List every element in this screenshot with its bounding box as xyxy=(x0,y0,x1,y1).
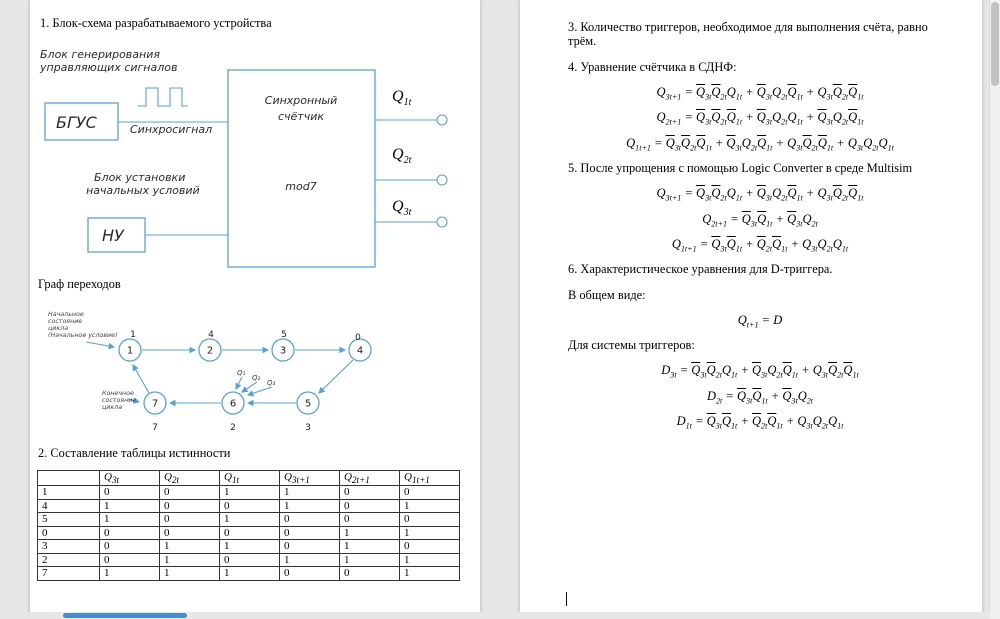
clock-signal-icon xyxy=(138,88,188,106)
truth-table-body xyxy=(38,486,460,581)
state-value-label: 4 xyxy=(208,330,214,340)
output-q3-label: $Q_{3t}$ xyxy=(392,198,412,219)
block-diagram xyxy=(30,40,480,280)
output-terminal-2 xyxy=(437,175,447,185)
equation-d1: $D_{1t} = \overline{Q}_{3t}\overline{Q}_{1t} + \overline{Q}_{2t}\overline{Q}_{1t} + Q_{3t}Q_{2t}Q_{1t}$ xyxy=(676,414,844,431)
output-terminal-3 xyxy=(437,217,447,227)
output-q1-label: $Q_{1t}$ xyxy=(392,88,412,109)
horizontal-scrollbar-thumb[interactable] xyxy=(63,613,187,618)
node-label: 3 xyxy=(279,345,287,357)
state-value-label: 7 xyxy=(152,423,158,433)
state-value-label: 1 xyxy=(130,330,136,340)
sync-signal-label: Синхросигнал xyxy=(130,123,213,136)
table-cell: 0 xyxy=(340,513,400,527)
table-cell: 0 xyxy=(100,486,160,500)
table-cell: 0 xyxy=(100,540,160,554)
table-row xyxy=(38,553,460,567)
section1-title: 1. Блок-схема разрабатываемого устройства xyxy=(40,16,272,30)
paragraph-system: Для системы триггеров: xyxy=(568,338,695,353)
graph-q3-label: Q₃ xyxy=(267,379,276,387)
table-row xyxy=(38,540,460,554)
table-cell: 0 xyxy=(280,567,340,581)
paragraph-5: 5. После упрощения с помощью Logic Converter в среде Multisim xyxy=(568,160,913,175)
graph-q2-label: Q₂ xyxy=(252,374,261,382)
table-cell: 1 xyxy=(400,499,460,513)
equation-sdnf-q1: $Q_{1t+1} = \overline{Q}_{3t}\overline{Q}_{2t}\overline{Q}_{1t} + \overline{Q}_{3t}Q_{2t}\overline{Q}_{1t} + Q_{3t}\overline{Q}_{2t}\overline{Q}_{1t} + Q_{3t}Q_{2t}Q_{1t}$ xyxy=(626,135,894,153)
table-cell: 1 xyxy=(400,553,460,567)
equation-simplified-q3: $Q_{3t+1} = \overline{Q}_{3t}\overline{Q}_{2t}Q_{1t} + \overline{Q}_{3t}Q_{2t}\overline{Q}_{1t} + Q_{3t}\overline{Q}_{2t}\overline{Q}_{1t}$ xyxy=(656,186,864,203)
table-cell: 5 xyxy=(38,513,100,527)
paragraph-3: 3. Количество триггеров, необходимое для выполнения счёта, равно трём. xyxy=(568,20,928,49)
table-row xyxy=(38,486,460,500)
table-cell: 7 xyxy=(38,567,100,581)
output-terminal-1 xyxy=(437,115,447,125)
state-value-label: 0 xyxy=(355,333,361,343)
table-cell: 0 xyxy=(340,486,400,500)
vertical-scrollbar-thumb[interactable] xyxy=(991,2,999,86)
right-page-content xyxy=(520,0,982,440)
table-cell: 4 xyxy=(38,499,100,513)
counter-label-2: счётчик xyxy=(277,110,325,123)
table-cell: 0 xyxy=(220,526,280,540)
page-left[interactable] xyxy=(30,0,480,619)
start-note: Начальное xyxy=(48,311,84,318)
table-cell: 0 xyxy=(340,499,400,513)
table-row xyxy=(38,567,460,581)
table-cell: 1 xyxy=(340,553,400,567)
node-label: 6 xyxy=(229,398,237,410)
table-cell: 1 xyxy=(160,567,220,581)
state-value-label: 5 xyxy=(281,330,287,340)
state-value-label: 3 xyxy=(305,423,311,433)
truth-table xyxy=(37,470,460,581)
table-cell: 3 xyxy=(38,540,100,554)
start-note: цикла xyxy=(48,325,69,332)
text-cursor xyxy=(566,592,567,606)
state-graph xyxy=(30,300,480,440)
equation-simplified-q2: $Q_{2t+1} = \overline{Q}_{3t}\overline{Q}_{1t} + \overline{Q}_{3t}Q_{2t}$ xyxy=(702,211,818,229)
table-cell: 0 xyxy=(400,513,460,527)
equation-d2: $D_{2t} = \overline{Q}_{3t}\overline{Q}_{1t} + \overline{Q}_{3t}Q_{2t}$ xyxy=(706,388,814,406)
node-label: 2 xyxy=(206,345,214,357)
table-cell: 1 xyxy=(38,486,100,500)
section2-title: 2. Составление таблицы истинности xyxy=(38,446,231,460)
equation-d-trigger-general: $Q_{t+1} = D$ xyxy=(737,312,783,330)
table-cell: 1 xyxy=(280,553,340,567)
table-cell: 0 xyxy=(100,526,160,540)
init-block-label-2: начальных условий xyxy=(86,184,200,197)
init-block-label: Блок установки xyxy=(94,171,186,184)
table-header-cell: $Q_{1t+1}$ xyxy=(400,471,460,486)
table-cell: 1 xyxy=(400,526,460,540)
counter-mod-label: mod7 xyxy=(285,180,317,193)
table-cell: 0 xyxy=(160,513,220,527)
equation-d3: $D_{3t} = \overline{Q}_{3t}\overline{Q}_{2t}Q_{1t} + \overline{Q}_{3t}Q_{2t}\overline{Q}_{1t} + Q_{3t}\overline{Q}_{2t}\overline{Q}_{1t}$ xyxy=(661,363,859,380)
table-cell: 1 xyxy=(220,540,280,554)
table-cell: 1 xyxy=(220,513,280,527)
output-q2-label: $Q_{2t}$ xyxy=(392,146,412,167)
node-label: 4 xyxy=(356,345,364,357)
table-cell: 1 xyxy=(340,540,400,554)
table-cell: 0 xyxy=(160,486,220,500)
nu-label: НУ xyxy=(102,226,124,245)
table-cell: 0 xyxy=(220,499,280,513)
equation-sdnf-q2: $Q_{2t+1} = \overline{Q}_{3t}\overline{Q}_{2t}\overline{Q}_{1t} + \overline{Q}_{3t}Q_{2t}Q_{1t} + \overline{Q}_{3t}Q_{2t}\overline{Q}_{1t}$ xyxy=(656,110,864,127)
table-header-cell: $Q_{3t}$ xyxy=(100,471,160,486)
table-cell: 1 xyxy=(220,486,280,500)
end-note: Конечное xyxy=(102,390,134,397)
table-cell: 2 xyxy=(38,553,100,567)
equation-sdnf-q3: $Q_{3t+1} = \overline{Q}_{3t}\overline{Q}_{2t}Q_{1t} + \overline{Q}_{3t}Q_{2t}\overline{Q}_{1t} + Q_{3t}\overline{Q}_{2t}\overline{Q}_{1t}$ xyxy=(656,84,864,102)
table-cell: 1 xyxy=(100,513,160,527)
table-header-cell: $Q_{2t}$ xyxy=(160,471,220,486)
table-cell: 1 xyxy=(160,540,220,554)
graph-q1-label: Q₁ xyxy=(237,369,246,377)
table-row xyxy=(38,526,460,540)
table-cell: 0 xyxy=(38,526,100,540)
horizontal-scrollbar[interactable] xyxy=(0,612,990,619)
node-label: 1 xyxy=(126,345,134,357)
truth-table-head-row xyxy=(38,471,460,486)
equation-simplified-q1: $Q_{1t+1} = \overline{Q}_{3t}\overline{Q}_{1t} + \overline{Q}_{2t}\overline{Q}_{1t} + Q_{3t}Q_{2t}Q_{1t}$ xyxy=(671,236,849,254)
page-right[interactable] xyxy=(520,0,982,619)
table-header-cell xyxy=(38,471,100,486)
table-cell: 1 xyxy=(100,499,160,513)
table-row xyxy=(38,513,460,527)
node-label: 5 xyxy=(304,398,312,410)
gen-block-label: Блок генерирования xyxy=(40,48,160,61)
end-note: состояние xyxy=(102,397,137,404)
end-note: цикла xyxy=(102,404,123,411)
table-cell: 1 xyxy=(280,486,340,500)
table-cell: 0 xyxy=(220,553,280,567)
node-label: 7 xyxy=(151,398,159,410)
table-cell: 1 xyxy=(400,567,460,581)
table-cell: 1 xyxy=(100,567,160,581)
table-header-cell: $Q_{3t+1}$ xyxy=(280,471,340,486)
counter-label-1: Синхронный xyxy=(264,94,338,107)
gen-block-label-2: управляющих сигналов xyxy=(40,61,178,74)
table-cell: 0 xyxy=(340,567,400,581)
start-note: состояние xyxy=(48,318,83,325)
table-cell: 0 xyxy=(280,540,340,554)
table-cell: 1 xyxy=(280,499,340,513)
table-header-cell: $Q_{2t+1}$ xyxy=(340,471,400,486)
table-cell: 1 xyxy=(220,567,280,581)
table-cell: 1 xyxy=(160,553,220,567)
table-cell: 1 xyxy=(340,526,400,540)
table-cell: 0 xyxy=(280,526,340,540)
table-row xyxy=(38,499,460,513)
paragraph-6: 6. Характеристическое уравнения для D-триггера. xyxy=(568,262,833,277)
table-cell: 0 xyxy=(100,553,160,567)
table-cell: 0 xyxy=(280,513,340,527)
state-value-label: 2 xyxy=(230,423,236,433)
table-cell: 0 xyxy=(160,526,220,540)
table-header-cell: $Q_{1t}$ xyxy=(220,471,280,486)
start-note: (Начальное условие) xyxy=(48,332,118,339)
vertical-scrollbar[interactable] xyxy=(989,0,1000,619)
table-cell: 0 xyxy=(160,499,220,513)
graph-title: Граф переходов xyxy=(38,277,121,291)
bgus-label: БГУС xyxy=(56,113,97,132)
paragraph-4: 4. Уравнение счётчика в СДНФ: xyxy=(568,59,737,74)
paragraph-general: В общем виде: xyxy=(568,287,646,302)
table-cell: 0 xyxy=(400,540,460,554)
table-cell: 0 xyxy=(400,486,460,500)
